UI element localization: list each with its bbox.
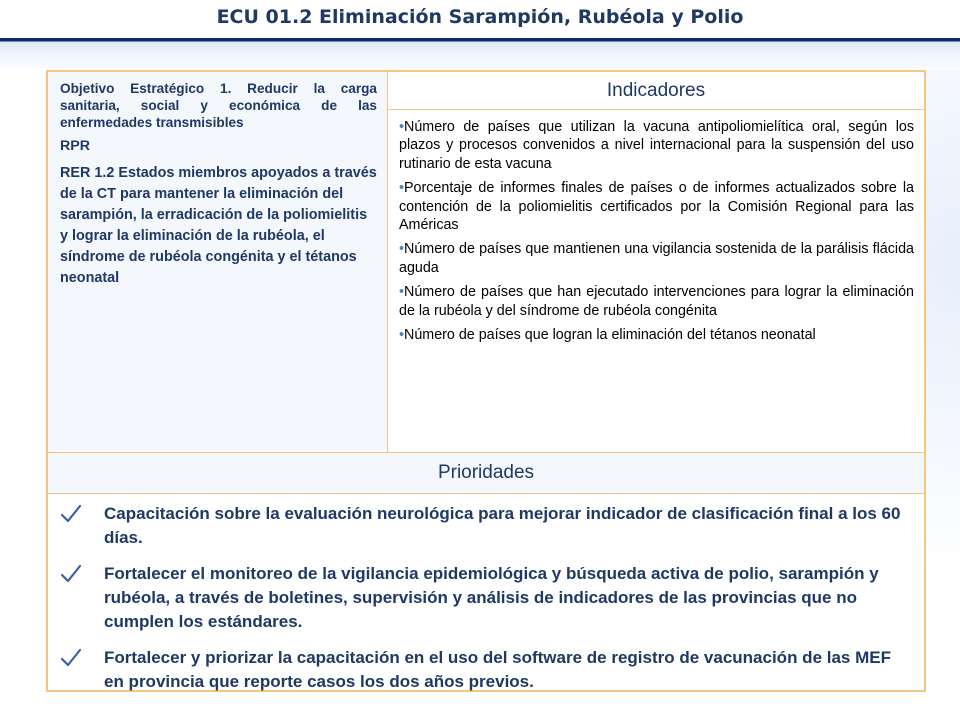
priority-item <box>60 502 904 550</box>
priority-text: Fortalecer el monitoreo de la vigilancia epidemiológica y búsqueda activa de polio, sarampión y rubéola, a través de boletines, supervisión y análisis de indicadores de las provincias que no cumplen los estándares. <box>104 564 879 631</box>
indicator-item <box>399 179 914 234</box>
strategic-objective: Objetivo Estratégico 1. Reducir la carga sanitaria, social y económica de las enfermedades transmisibles <box>60 81 377 130</box>
bullet-icon: • <box>399 180 405 197</box>
check-icon <box>60 648 82 668</box>
bullet-icon: • <box>399 119 405 135</box>
indicator-item <box>399 118 914 173</box>
bullet-icon: • <box>399 241 405 258</box>
priority-item <box>60 646 904 694</box>
slide-title: ECU 01.2 Eliminación Sarampión, Rubéola y Polio <box>216 6 744 28</box>
indicator-text: Número de países que han ejecutado intervenciones para lograr la eliminación de la rubéola y del síndrome de rubéola congénita <box>399 284 914 319</box>
indicator-item <box>399 283 914 320</box>
priority-text: Fortalecer y priorizar la capacitación en el uso del software de registro de vacunación de las MEF en provincia que reporte casos los dos años previos. <box>104 648 891 691</box>
objective-cell <box>48 72 388 452</box>
priority-item <box>60 562 904 634</box>
content-table <box>46 70 926 692</box>
indicators-heading: Indicadores <box>388 72 924 110</box>
indicator-text: Porcentaje de informes finales de países o de informes actualizados sobre la contención de la poliomielitis certificados por la Comisión Regional para las Américas <box>399 180 914 234</box>
indicator-item <box>399 326 914 344</box>
check-icon <box>60 564 82 584</box>
indicator-text: Número de países que logran la eliminación del tétanos neonatal <box>404 327 816 344</box>
bullet-icon: • <box>399 284 405 301</box>
indicator-text: Número de países que utilizan la vacuna antipoliomielítica oral, según los plazos y procesos convenidos a nivel internacional para la suspensión del uso rutinario de esta vacuna <box>399 119 914 172</box>
indicators-list <box>388 110 924 452</box>
indicator-item <box>399 240 914 277</box>
priorities-heading: Prioridades <box>48 452 924 494</box>
priority-text: Capacitación sobre la evaluación neurológica para mejorar indicador de clasificación final a los 60 días. <box>104 504 901 547</box>
priorities-list <box>48 494 924 690</box>
indicator-text: Número de países que mantienen una vigilancia sostenida de la parálisis flácida aguda <box>399 241 914 276</box>
bullet-icon: • <box>399 327 405 344</box>
rpr-label: RPR <box>60 138 90 154</box>
check-icon <box>60 504 82 524</box>
header-bar <box>0 38 960 68</box>
rer-text: RER 1.2 Estados miembros apoyados a través de la CT para mantener la eliminación del sarampión, la erradicación de la poliomielitis y lograr la eliminación de la rubéola, el síndrome de rubéola congénita y el tétanos neonatal <box>60 164 377 286</box>
